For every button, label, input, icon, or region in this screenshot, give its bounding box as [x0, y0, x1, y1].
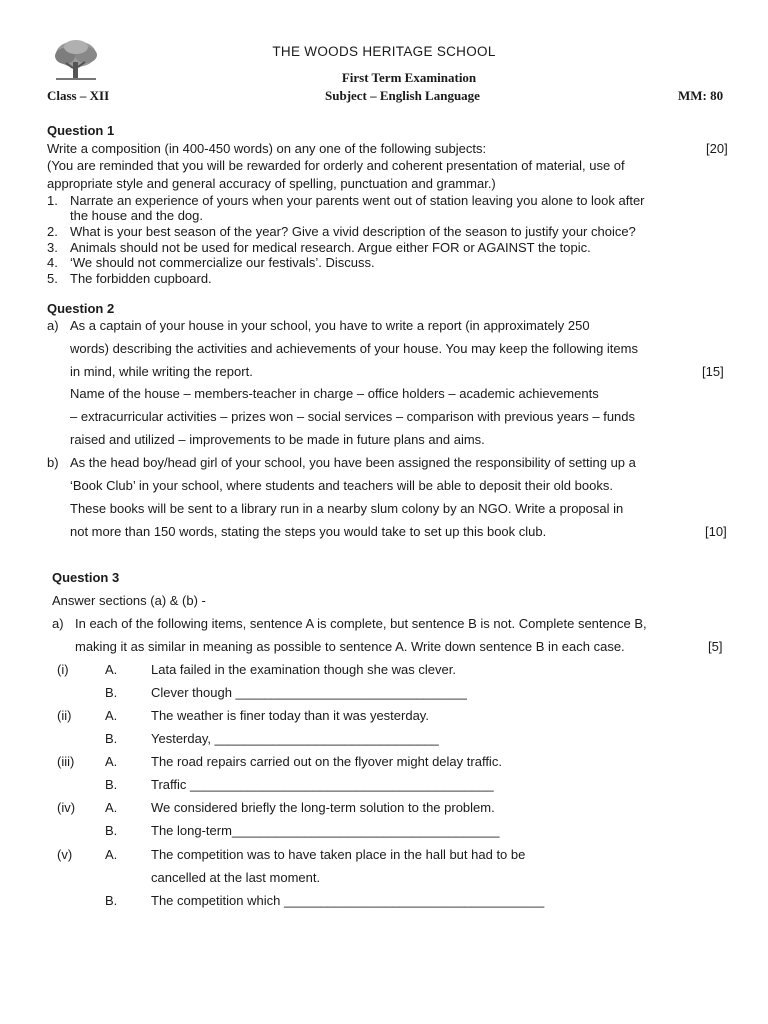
q3-item-a-text: The weather is finer today than it was yesterday.	[151, 708, 429, 723]
q2b-label: b)	[47, 455, 59, 470]
q2a-text-line: Name of the house – members-teacher in charge – office holders – academic achievements	[70, 386, 599, 401]
q3-item-a-label: A.	[105, 754, 118, 769]
q2a-text-line: As a captain of your house in your school, you have to write a report (in approximately 250	[70, 318, 590, 333]
q2a-text-line: in mind, while writing the report.	[70, 364, 253, 379]
q3-item-b-text: Clever though ________________________________	[151, 685, 467, 700]
q2a-label: a)	[47, 318, 59, 333]
q3-intro: Answer sections (a) & (b) -	[52, 593, 206, 608]
q2a-marks: [15]	[702, 364, 724, 379]
class-label: Class – XII	[47, 88, 110, 103]
q2a-text-line: raised and utilized – improvements to be made in future plans and aims.	[70, 432, 485, 447]
q3-item-b-text: Yesterday, _______________________________	[151, 731, 439, 746]
q2b-text-line: ‘Book Club’ in your school, where students and teachers will be able to deposit their old books.	[70, 478, 613, 493]
q3a-instruction-line: In each of the following items, sentence A is complete, but sentence B is not. Complete sentence B,	[75, 616, 647, 631]
q3a-label: a)	[52, 616, 64, 631]
q3a-instruction-line: making it as similar in meaning as possible to sentence A. Write down sentence B in each case.	[75, 639, 625, 654]
q1-marks: [20]	[706, 141, 728, 156]
q3-item-b-text: The long-term_____________________________________	[151, 823, 500, 838]
q2b-text-line: As the head boy/head girl of your school, you have been assigned the responsibility of setting up a	[70, 455, 636, 470]
q3-item-roman: (i)	[57, 662, 69, 677]
q2a-text-line: words) describing the activities and achievements of your house. You may keep the following items	[70, 341, 638, 356]
q2b-marks: [10]	[705, 524, 727, 539]
q2b-text-line: These books will be sent to a library run in a nearby slum colony by an NGO. Write a proposal in	[70, 501, 624, 516]
q3-item-a-label: A.	[105, 847, 118, 862]
q1-item-number: 1.	[47, 193, 58, 208]
q3-item-roman: (ii)	[57, 708, 72, 723]
q1-item-text: the house and the dog.	[70, 208, 204, 223]
q3-item-a-text: The road repairs carried out on the flyover might delay traffic.	[151, 754, 502, 769]
q3-item-a-text: The competition was to have taken place in the hall but had to be	[151, 847, 526, 862]
q3-item-b-label: B.	[105, 731, 118, 746]
q3-item-a-text: We considered briefly the long-term solution to the problem.	[151, 800, 495, 815]
q3-item-roman: (v)	[57, 847, 73, 862]
q1-item-text: ‘We should not commercialize our festivals’. Discuss.	[70, 255, 375, 270]
q3-item-b-text: The competition which ____________________________________	[151, 893, 545, 908]
question-2-title: Question 2	[47, 301, 115, 316]
q1-instruction-line: Write a composition (in 400-450 words) on any one of the following subjects:	[47, 141, 487, 156]
max-marks: MM: 80	[678, 88, 724, 103]
q3-item-b-label: B.	[105, 893, 118, 908]
q2a-text-line: – extracurricular activities – prizes won – social services – comparison with previous years – funds	[70, 409, 636, 424]
q1-item-text: What is your best season of the year? Give a vivid description of the season to justify your choice?	[70, 224, 636, 239]
question-3-title: Question 3	[52, 570, 120, 585]
q3-item-a-label: A.	[105, 800, 118, 815]
q1-item-text: Animals should not be used for medical research. Argue either FOR or AGAINST the topic.	[70, 240, 591, 255]
q3-item-a-text: cancelled at the last moment.	[151, 870, 321, 885]
q3-item-b-text: Traffic __________________________________________	[151, 777, 494, 792]
q1-instruction-line: appropriate style and general accuracy of spelling, punctuation and grammar.)	[47, 176, 496, 191]
q3-item-b-label: B.	[105, 777, 118, 792]
q3a-marks: [5]	[708, 639, 723, 654]
q1-instruction-line: (You are reminded that you will be rewarded for orderly and coherent presentation of material, use of	[47, 158, 625, 173]
q1-item-text: The forbidden cupboard.	[70, 271, 212, 286]
q1-item-text: Narrate an experience of yours when your parents went out of station leaving you alone to look after	[70, 193, 645, 208]
q3-item-a-label: A.	[105, 662, 118, 677]
q3-item-a-text: Lata failed in the examination though she was clever.	[151, 662, 456, 677]
exam-title: First Term Examination	[341, 70, 477, 85]
q1-item-number: 3.	[47, 240, 58, 255]
q3-item-roman: (iv)	[57, 800, 76, 815]
subject-label: Subject – English Language	[325, 88, 480, 103]
q1-item-number: 5.	[47, 271, 58, 286]
q3-item-roman: (iii)	[57, 754, 75, 769]
school-name: THE WOODS HERITAGE SCHOOL	[272, 44, 496, 59]
q1-item-number: 4.	[47, 255, 58, 270]
q3-item-b-label: B.	[105, 685, 118, 700]
q3-item-a-label: A.	[105, 708, 118, 723]
q1-item-number: 2.	[47, 224, 58, 239]
q2b-text-line: not more than 150 words, stating the steps you would take to set up this book club.	[70, 524, 547, 539]
question-1-title: Question 1	[47, 123, 115, 138]
q3-item-b-label: B.	[105, 823, 118, 838]
